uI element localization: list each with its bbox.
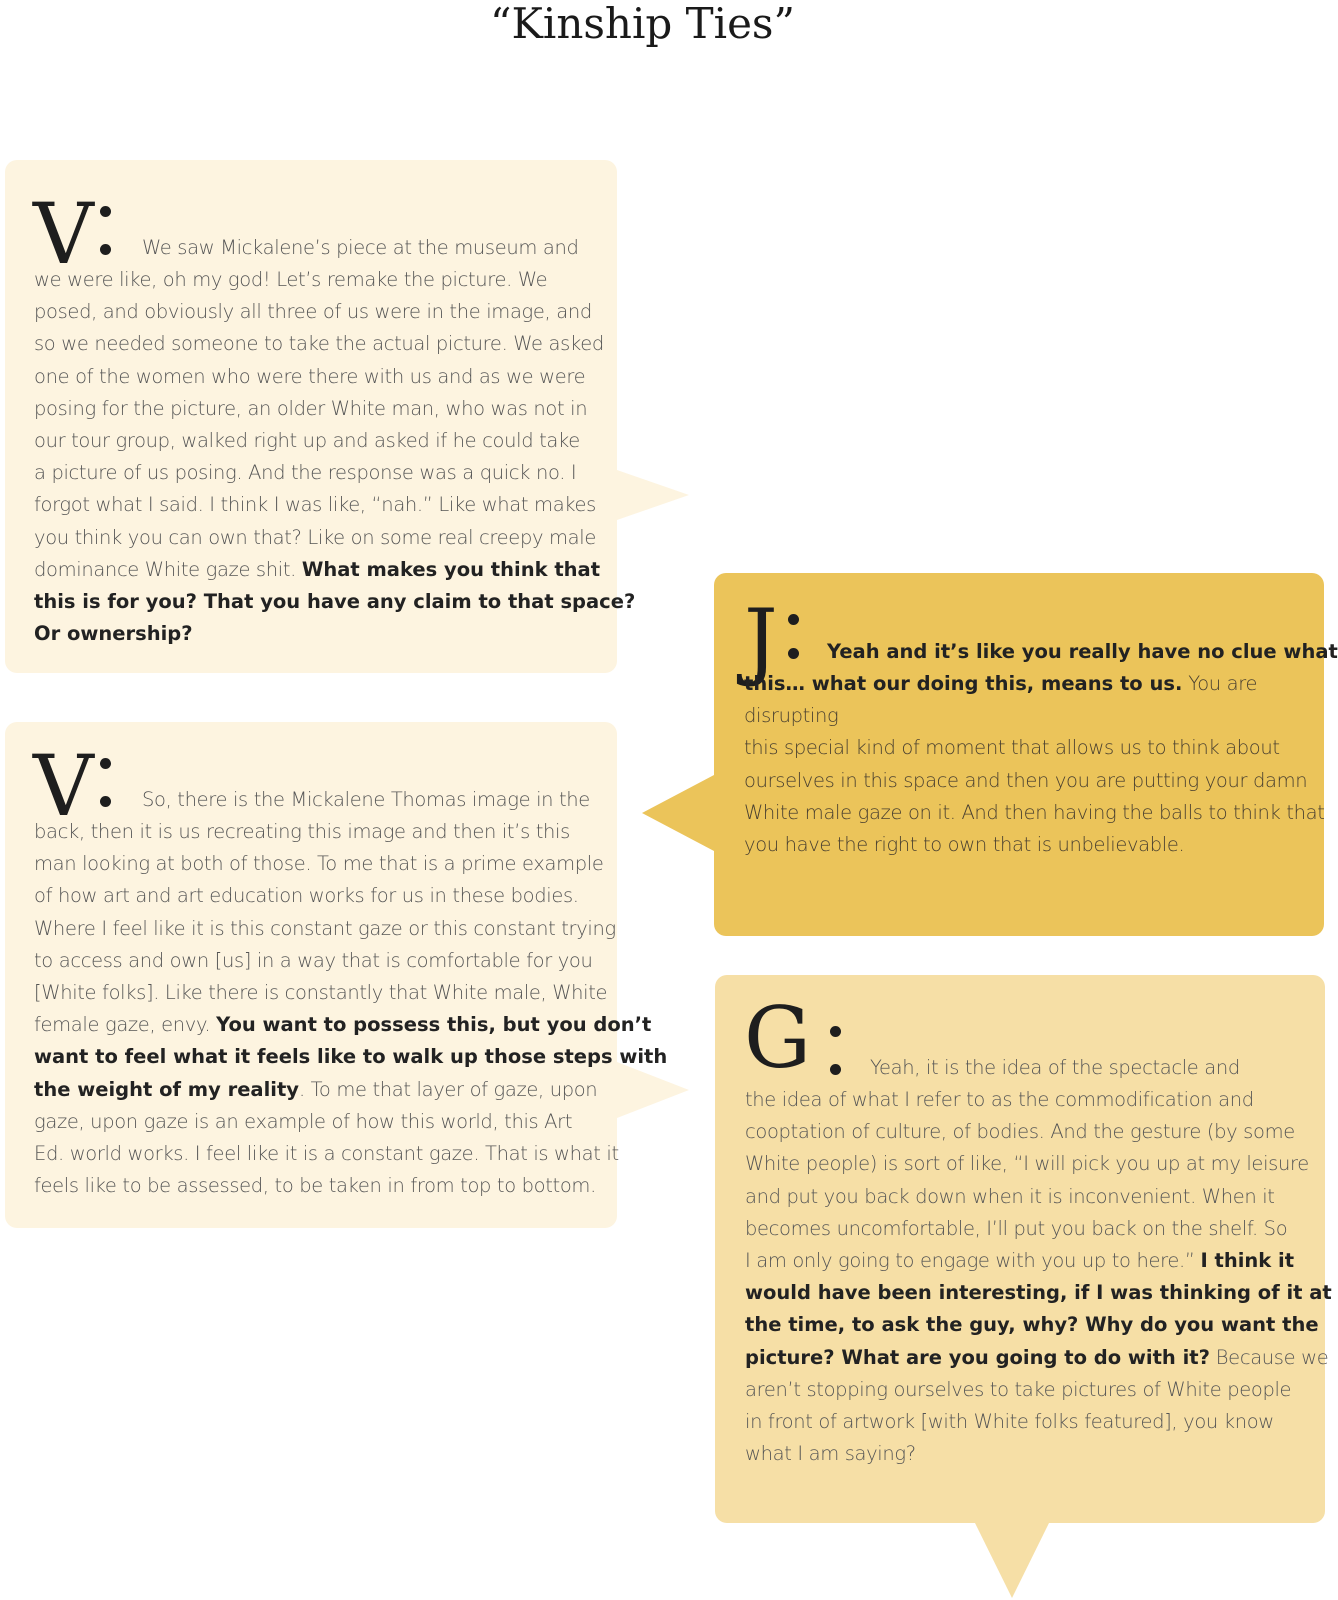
speaker-v-paragraph-2 [34, 816, 667, 1202]
paragraph-line: posing for the picture, an older White man, who was not in [34, 396, 588, 420]
paragraph-line [34, 1074, 667, 1106]
paragraph-line: Ed. world works. I feel like it is a constant gaze. That is what it [34, 1142, 619, 1166]
emphasis-text: the weight of my reality [34, 1077, 299, 1101]
normal-text: female gaze, envy. [34, 1013, 217, 1037]
paragraph-line: what I am saying? [745, 1442, 916, 1466]
speaker-g-paragraph [745, 1084, 1332, 1470]
normal-text: dominance White gaze shit. [34, 557, 302, 581]
paragraph-line: [White folks]. Like there is constantly that White male, White [34, 981, 608, 1005]
paragraph-line: aren’t stopping ourselves to take pictures of White people [745, 1377, 1292, 1401]
paragraph-line: the idea of what I refer to as the commodification and [745, 1088, 1254, 1111]
colon-dot [100, 244, 111, 255]
paragraph-line: We saw Mickalene’s piece at the museum and [142, 236, 579, 259]
bubble-tail-j [642, 775, 714, 851]
emphasis-line: want to feel what it feels like to walk up those steps with [34, 1045, 668, 1069]
emphasis-text: What makes you think that [301, 557, 601, 581]
paragraph-line [744, 668, 1338, 732]
paragraph-line: gaze, upon gaze is an example of how this world, this Art [34, 1109, 573, 1133]
colon-dot [830, 1026, 841, 1037]
paragraph-line: Yeah, it is the idea of the spectacle and [870, 1056, 1240, 1079]
colon-dot [788, 648, 799, 659]
paragraph-line: cooptation of culture, of bodies. And the gesture (by some [745, 1120, 1295, 1144]
paragraph-line: Where I feel like it is this constant gaze or this constant trying [34, 916, 616, 940]
paragraph-line: so we needed someone to take the actual picture. We asked [34, 332, 604, 356]
emphasis-line: Or ownership? [34, 622, 193, 646]
paragraph-line: White male gaze on it. And then having the balls to think that [744, 800, 1325, 824]
colon-dot [830, 1064, 841, 1075]
normal-text: . To me that layer of gaze, upon [298, 1077, 598, 1101]
paragraph-line [827, 636, 1338, 668]
emphasis-text: Yeah and it’s like you really have no clue what [827, 640, 1338, 663]
speaker-j-paragraph [744, 668, 1338, 861]
paragraph-line: and put you back down when it is inconvenient. When it [745, 1184, 1275, 1208]
emphasis-line: the time, to ask the guy, why? Why do you want the [745, 1313, 1319, 1337]
paragraph-line [34, 554, 635, 586]
paragraph-line: forgot what I said. I think I was like, “nah.” Like what makes [34, 493, 596, 517]
paragraph-line [745, 1342, 1332, 1374]
emphasis-text: this… what our doing this, means to us. [744, 672, 1183, 695]
normal-text: Because we [1209, 1345, 1329, 1369]
paragraph-line: White people) is sort of like, “I will pick you up at my leisure [745, 1152, 1309, 1176]
normal-text: I am only going to engage with you up to here.” [745, 1249, 1201, 1273]
colon-dot [788, 614, 799, 625]
colon-dot [100, 206, 111, 217]
paragraph-line: we were like, oh my god! Let’s remake the picture. We [34, 268, 548, 291]
emphasis-line: would have been interesting, if I was thinking of it at [745, 1281, 1332, 1305]
emphasis-text: picture? What are you going to do with it? [745, 1345, 1210, 1369]
paragraph-line: posed, and obviously all three of us were in the image, and [34, 300, 592, 324]
paragraph-line: of how art and art education works for us in these bodies. [34, 884, 579, 908]
paragraph-line: this special kind of moment that allows us to think about [744, 736, 1280, 760]
emphasis-text: You want to possess this, but you don’t [216, 1013, 652, 1037]
paragraph-line: becomes uncomfortable, I’ll put you back on the shelf. So [745, 1216, 1288, 1240]
colon-dot [100, 796, 111, 807]
paragraph-line: to access and own [us] in a way that is comfortable for you [34, 948, 593, 972]
speaker-initial: V [33, 737, 94, 835]
emphasis-line: this is for you? That you have any claim to that space? [34, 590, 636, 614]
colon-dot [100, 758, 111, 769]
paragraph-line: in front of artwork [with White folks featured], you know [745, 1410, 1274, 1434]
page-title: “Kinship Ties” [490, 0, 795, 48]
speaker-initial: V [33, 185, 94, 283]
emphasis-text: I think it [1200, 1249, 1295, 1273]
paragraph-line: ourselves in this space and then you are putting your damn [744, 768, 1308, 792]
normal-text: You are disrupting [744, 672, 1258, 728]
paragraph-line: man looking at both of those. To me that is a prime example [34, 852, 604, 876]
paragraph-line: back, then it is us recreating this image and then it’s this [34, 820, 570, 843]
speaker-initial: G [744, 989, 812, 1087]
paragraph-line: So, there is the Mickalene Thomas image in the [142, 788, 590, 811]
paragraph-line [34, 1009, 667, 1041]
paragraph-line: our tour group, walked right up and asked if he could take [34, 429, 580, 453]
paragraph-line: one of the women who were there with us and as we were [34, 364, 586, 388]
speaker-v-paragraph-1 [34, 264, 635, 650]
bubble-tail-g [975, 1523, 1049, 1598]
paragraph-line: a picture of us posing. And the response was a quick no. I [34, 461, 577, 485]
paragraph-line [745, 1245, 1332, 1277]
speaker-initial: J [744, 591, 778, 689]
paragraph-line: you have the right to own that is unbelievable. [744, 833, 1185, 857]
paragraph-line: you think you can own that? Like on some real creepy male [34, 525, 596, 549]
paragraph-line: feels like to be assessed, to be taken in from top to bottom. [34, 1174, 596, 1198]
